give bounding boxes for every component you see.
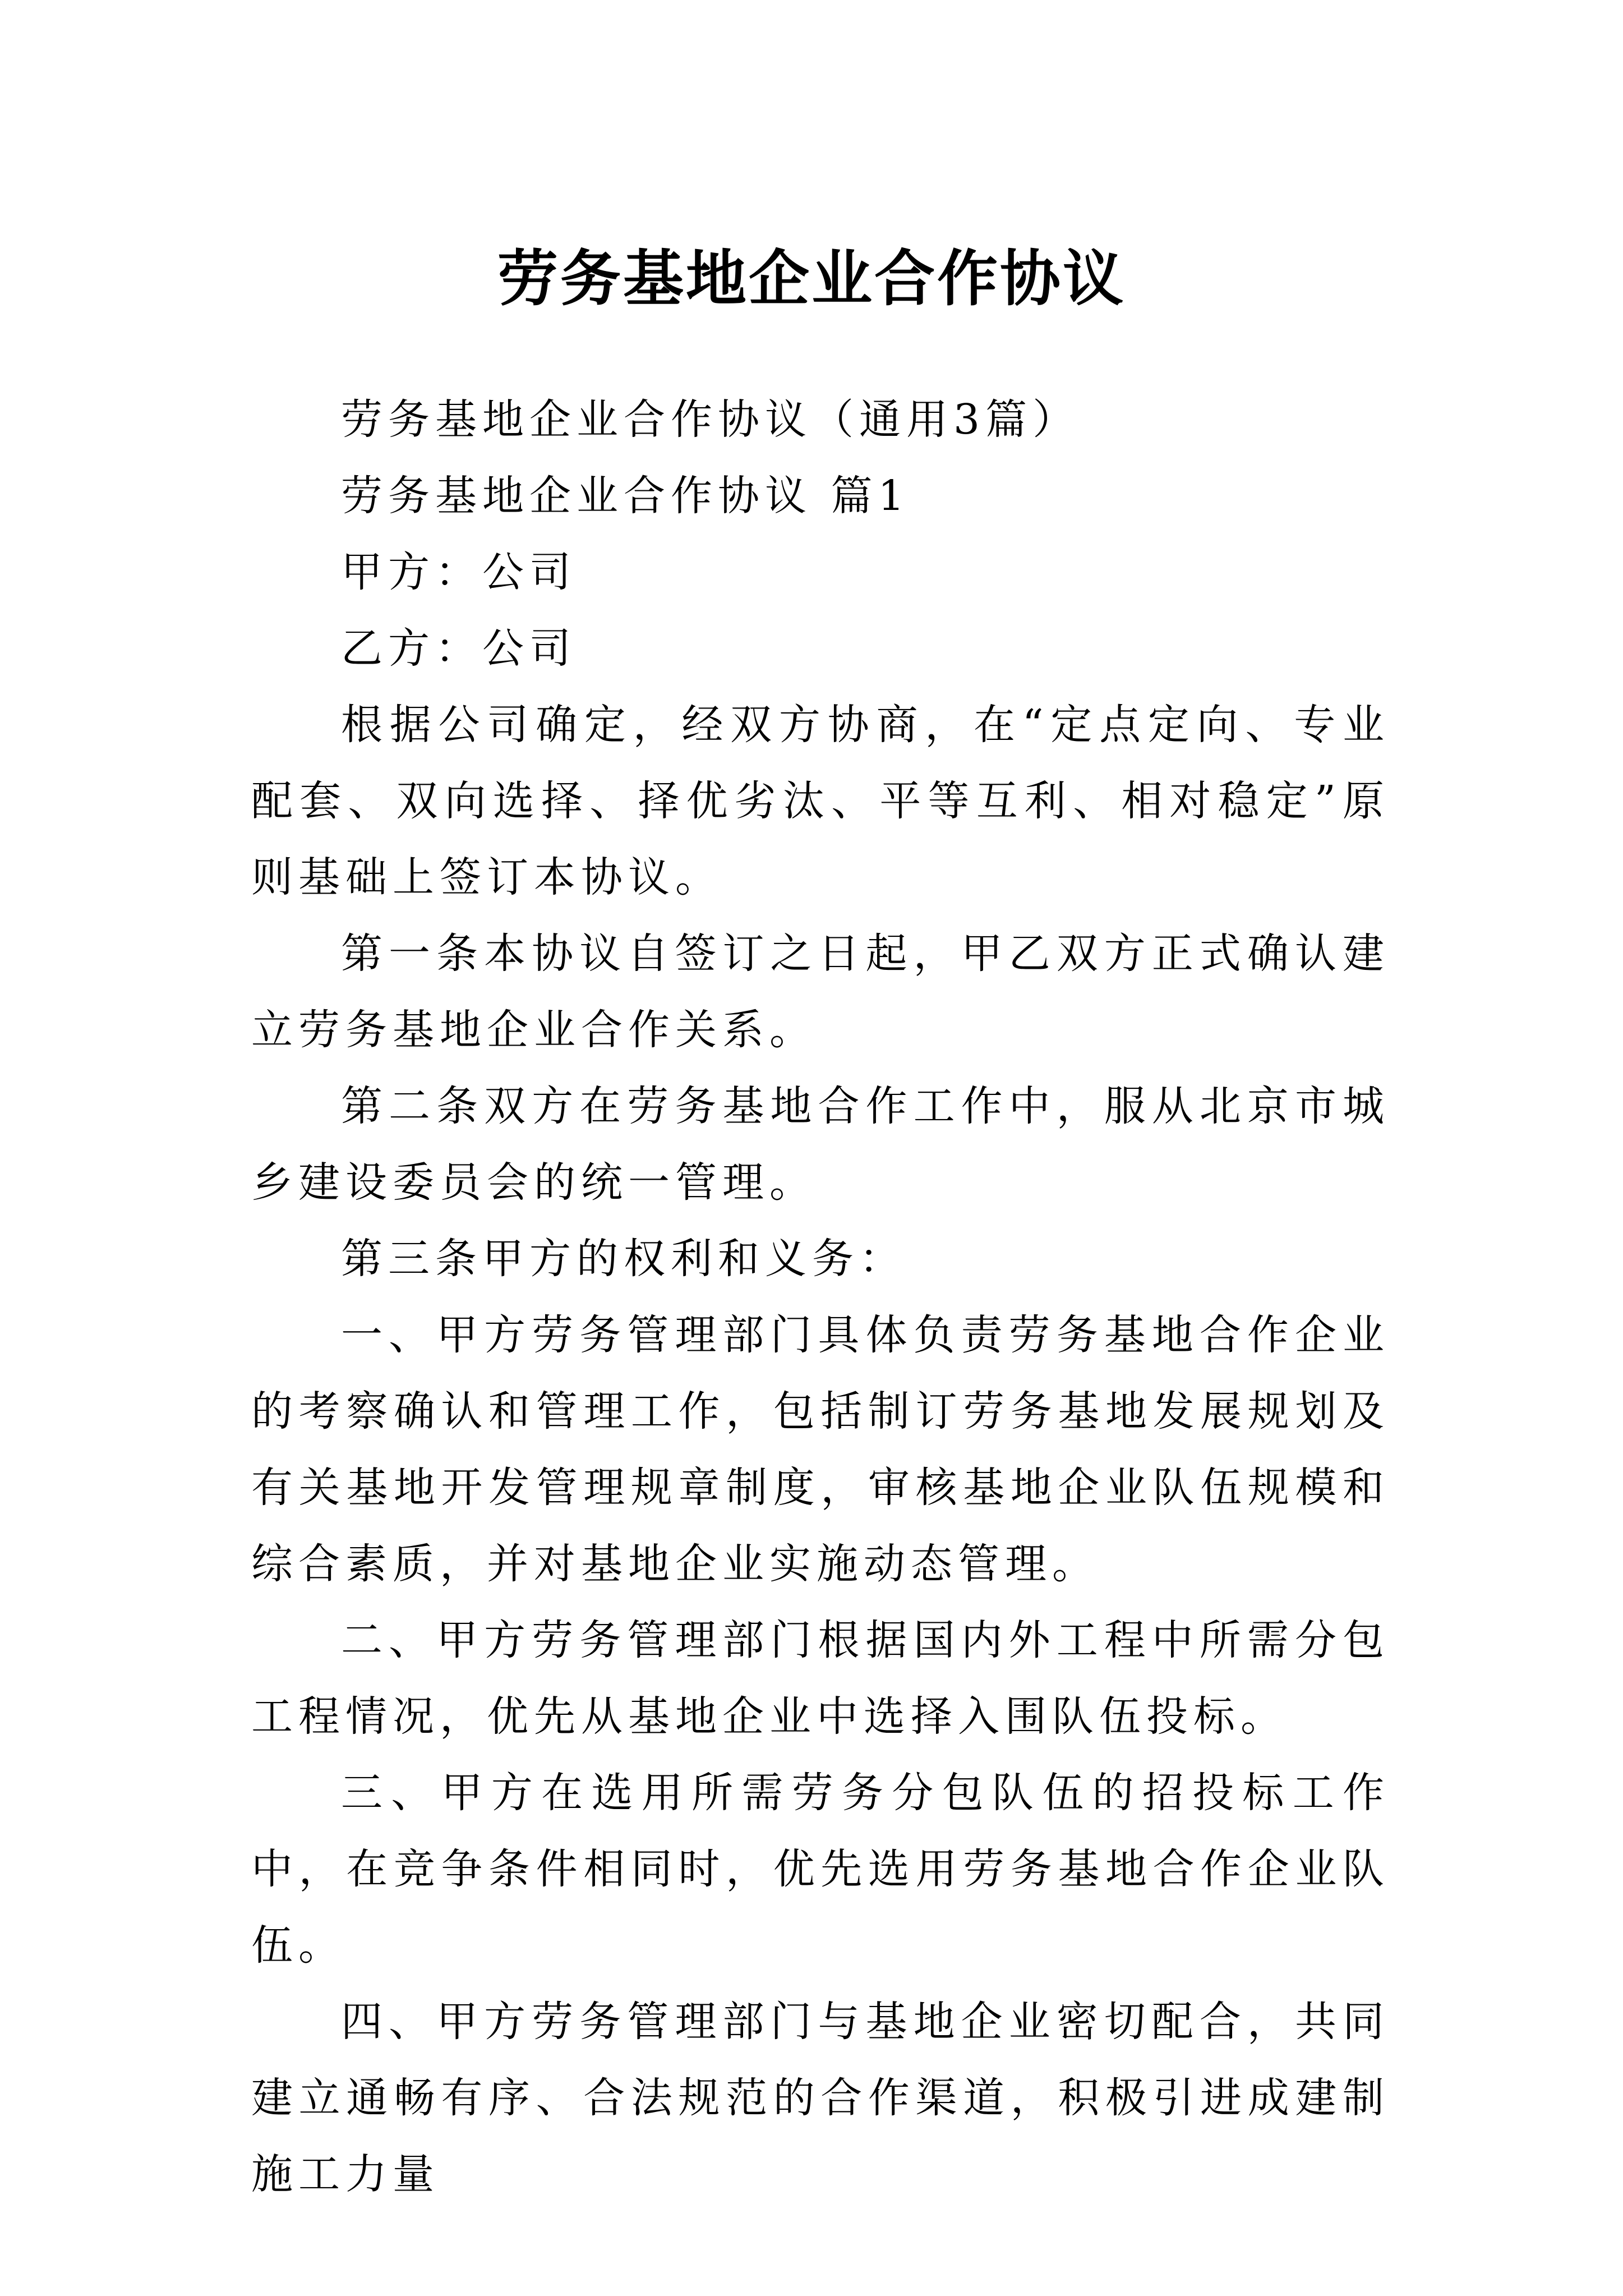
paragraph-article-2: 第二条双方在劳务基地合作工作中，服从北京市城乡建设委员会的统一管理。 [251,1082,1390,1207]
paragraph-section-heading: 劳务基地企业合作协议 篇1 [341,472,910,520]
paragraph-party-b: 乙方：公司 [341,624,577,673]
paragraph-article-1: 第一条本协议自签订之日起，甲乙双方正式确认建立劳务基地企业合作关系。 [251,930,1390,1054]
paragraph-clause-3: 三、甲方在选用所需劳务分包队伍的招投标工作中，在竞争条件相同时，优先选用劳务基地合作企业队伍。 [251,1769,1390,1970]
paragraph-article-3: 第三条甲方的权利和义务： [341,1235,906,1283]
paragraph-party-a: 甲方：公司 [341,548,577,596]
paragraph-clause-2: 二、甲方劳务管理部门根据国内外工程中所需分包工程情况，优先从基地企业中选择入围队伍投标。 [251,1616,1390,1741]
paragraph-clause-4: 四、甲方劳务管理部门与基地企业密切配合，共同建立通畅有序、合法规范的合作渠道，积极引进成建制施工力量 [251,1998,1390,2198]
paragraph-preamble: 根据公司确定，经双方协商，在“定点定向、专业配套、双向选择、择优劣汰、平等互利、相对稳定”原则基础上签订本协议。 [251,701,1390,901]
document-title: 劳务基地企业合作协议 [497,243,1126,315]
paragraph-clause-1: 一、甲方劳务管理部门具体负责劳务基地合作企业的考察确认和管理工作，包括制订劳务基地发展规划及有关基地开发管理规章制度，审核基地企业队伍规模和综合素质，并对基地企业实施动态管理。 [251,1311,1390,1588]
document-body [251,381,1390,2212]
paragraph-subtitle: 劳务基地企业合作协议（通用3篇） [341,395,1080,444]
